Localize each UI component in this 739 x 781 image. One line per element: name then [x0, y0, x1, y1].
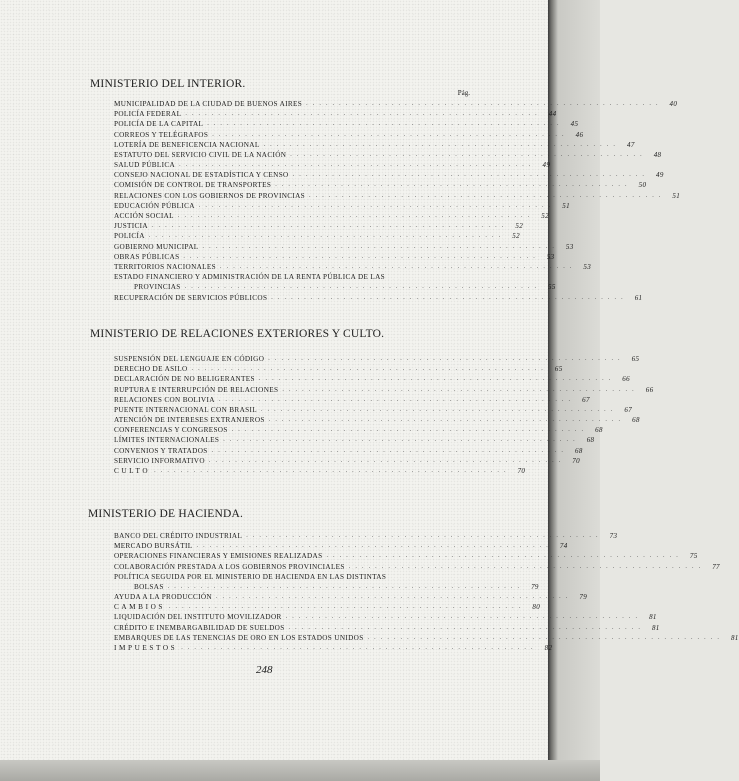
toc-entry: [114, 395, 590, 405]
toc-entry-title: SUSPENSIÓN DEL LENGUAJE EN CÓDIGO: [114, 354, 265, 363]
toc-entry-page: 75: [689, 552, 698, 561]
toc-entry-page: 52: [541, 212, 549, 221]
toc-entry-title: RECUPERACIÓN DE SERVICIOS PÚBLICOS: [114, 293, 268, 302]
toc-entry-page: 68: [575, 446, 583, 455]
toc-entry-page: 81: [651, 623, 660, 632]
toc-entry-title: COLABORACIÓN PRESTADA A LOS GOBIERNOS PROVINCIALES: [114, 562, 345, 571]
toc-entry-title: AYUDA A LA PRODUCCIÓN: [114, 593, 212, 602]
toc-entry-title: BOLSAS: [134, 582, 164, 591]
toc-entry-page: 48: [653, 150, 662, 159]
dot-leader: . . . . . . . . . . . . . . . . . . . . . . . . . . . . . . . . . . . . . . . . . . . . . . . . . . . . . .: [275, 182, 629, 189]
dot-leader: . . . . . . . . . . . . . . . . . . . . . . . . . . . . . . . . . . . . . . . . . . . . . . . . . . . . . .: [151, 223, 506, 230]
toc-entry: [114, 231, 520, 241]
dot-leader: . . . . . . . . . . . . . . . . . . . . . . . . . . . . . . . . . . . . . . . . . . . . . . . . . . . . . .: [168, 604, 523, 611]
toc-entry-title: RELACIONES CON LOS GOBIERNOS DE PROVINCIAS: [114, 191, 306, 200]
toc-entry: [114, 456, 580, 466]
toc-entry-title: RUPTURA E INTERRUPCIÓN DE RELACIONES: [114, 385, 279, 394]
toc-entry-title: JUSTICIA: [114, 222, 148, 231]
toc-entry: [114, 531, 618, 541]
section-heading-hacienda: MINISTERIO DE HACIENDA.: [88, 508, 244, 520]
toc-entry: [114, 130, 584, 140]
toc-entry-page: 73: [609, 531, 618, 540]
toc-entry: [114, 242, 574, 252]
toc-entry-title: IMPUESTOS: [114, 644, 178, 653]
dot-leader: . . . . . . . . . . . . . . . . . . . . . . . . . . . . . . . . . . . . . . . . . . . . . . . . . . . . . .: [220, 263, 574, 270]
toc-entry-title: CONVENIOS Y TRATADOS: [114, 446, 208, 455]
dot-leader: . . . . . . . . . . . . . . . . . . . . . . . . . . . . . . . . . . . . . . . . . . . . . . . . . . . . . .: [268, 355, 622, 362]
toc-entry-title: EMBARQUES DE LAS TENENCIAS DE ORO EN LOS ESTADOS UNIDOS: [114, 633, 364, 642]
toc-entry-title: BANCO DEL CRÉDITO INDUSTRIAL: [114, 531, 243, 540]
toc-entry-title: ESTADO FINANCIERO Y ADMINISTRACIÓN DE LA RENTA PÚBLICA DE LAS: [114, 273, 386, 282]
toc-entry: [114, 602, 541, 612]
dot-leader: . . . . . . . . . . . . . . . . . . . . . . . . . . . . . . . . . . . . . . . . . . . . . . . . . . . . . .: [177, 213, 531, 220]
toc-entry-page: 47: [626, 140, 635, 149]
toc-entry-title: CRÉDITO E INEMBARGABILIDAD DE SUELDOS: [114, 623, 285, 632]
section-heading-relaciones-exteriores: MINISTERIO DE RELACIONES EXTERIORES Y CULTO.: [90, 328, 385, 340]
dot-leader: . . . . . . . . . . . . . . . . . . . . . . . . . . . . . . . . . . . . . . . . . . . . . . . . . . . . . .: [231, 427, 585, 434]
toc-entry-page: 81: [730, 633, 739, 642]
toc-entry: [114, 446, 583, 456]
toc-entry-page: 66: [622, 375, 630, 384]
dot-leader: . . . . . . . . . . . . . . . . . . . . . . . . . . . . . . . . . . . . . . . . . . . . . . . . . . . . . .: [288, 624, 642, 631]
toc-entry-title: CONFERENCIAS Y CONGRESOS: [114, 426, 228, 435]
toc-entry: [114, 150, 662, 160]
toc-entry-page: 65: [554, 365, 563, 374]
toc-entry-page: 68: [595, 426, 603, 435]
dot-leader: . . . . . . . . . . . . . . . . . . . . . . . . . . . . . . . . . . . . . . . . . . . . . . . . . . . . . .: [167, 583, 521, 590]
toc-entry-page: 49: [542, 161, 551, 170]
toc-entry-title: POLICÍA DE LA CAPITAL: [114, 120, 204, 129]
dot-leader: . . . . . . . . . . . . . . . . . . . . . . . . . . . . . . . . . . . . . . . . . . . . . . . . . . . . . .: [309, 192, 663, 199]
toc-entry: [114, 562, 720, 572]
toc-entry: [114, 436, 595, 446]
toc-entry: [114, 252, 555, 262]
toc-entry-title: PUENTE INTERNACIONAL CON BRASIL: [114, 405, 257, 414]
toc-entry: [114, 405, 633, 415]
dot-leader: . . . . . . . . . . . . . . . . . . . . . . . . . . . . . . . . . . . . . . . . . . . . . . . . . . . . . .: [148, 233, 502, 240]
toc-entry-title: CULTO: [114, 467, 151, 476]
toc-entry: [114, 109, 557, 119]
toc-entry: [114, 181, 647, 191]
toc-entry: [114, 385, 654, 395]
dot-leader: . . . . . . . . . . . . . . . . . . . . . . . . . . . . . . . . . . . . . . . . . . . . . . . . . . . . . .: [191, 366, 545, 373]
toc-entry-page: 74: [559, 542, 568, 551]
toc-entry: [114, 425, 603, 435]
toc-entry-title: CAMBIOS: [114, 603, 165, 612]
toc-entry: [114, 374, 630, 384]
dot-leader: . . . . . . . . . . . . . . . . . . . . . . . . . . . . . . . . . . . . . . . . . . . . . . . . . . . . . .: [223, 437, 577, 444]
dot-leader: . . . . . . . . . . . . . . . . . . . . . . . . . . . . . . . . . . . . . . . . . . . . . . . . . . . . . .: [258, 376, 612, 383]
toc-entry-page: 65: [631, 354, 640, 363]
toc-entry: [114, 282, 556, 292]
dot-leader: . . . . . . . . . . . . . . . . . . . . . . . . . . . . . . . . . . . . . . . . . . . . . . . . . . . . . .: [208, 457, 562, 464]
dot-leader: . . . . . . . . . . . . . . . . . . . . . . . . . . . . . . . . . . . . . . . . . . . . . . . . . . . . . .: [290, 151, 644, 158]
toc-entry-title: COMISIÓN DE CONTROL DE TRANSPORTES: [114, 181, 272, 190]
toc-entry: [114, 551, 698, 561]
toc-entry: [114, 140, 635, 150]
toc-entry-page: 49: [656, 171, 664, 180]
toc-entry-page: 50: [638, 181, 647, 190]
toc-entry-title: CORREOS Y TELÉGRAFOS: [114, 130, 209, 139]
dot-leader: . . . . . . . . . . . . . . . . . . . . . . . . . . . . . . . . . . . . . . . . . . . . . . . . . . . . . .: [218, 396, 572, 403]
dot-leader: . . . . . . . . . . . . . . . . . . . . . . . . . . . . . . . . . . . . . . . . . . . . . . . . . . . . . .: [207, 121, 561, 128]
page-number: 248: [256, 664, 273, 676]
toc-entry: [114, 633, 739, 643]
toc-entry: [114, 541, 568, 551]
toc-entry: [114, 272, 470, 282]
toc-entry-page: 46: [575, 130, 584, 139]
toc-list-relaciones-exteriores: [114, 354, 654, 476]
toc-entry: [114, 201, 570, 211]
toc-entry-page: 53: [565, 242, 574, 251]
toc-entry-page: 53: [583, 262, 592, 271]
dot-leader: . . . . . . . . . . . . . . . . . . . . . . . . . . . . . . . . . . . . . . . . . . . . . . . . . . . . . .: [212, 131, 566, 138]
toc-entry: [114, 572, 470, 582]
toc-entry-title: RELACIONES CON BOLIVIA: [114, 395, 215, 404]
toc-entry: [114, 262, 592, 272]
toc-entry: [114, 613, 657, 623]
toc-entry-page: 40: [669, 99, 678, 108]
toc-entry-page: 44: [548, 110, 557, 119]
toc-entry-title: ESTATUTO DEL SERVICIO CIVIL DE LA NACIÓN: [114, 150, 287, 159]
toc-entry-page: 52: [512, 232, 520, 241]
toc-entry-title: POLÍTICA SEGUIDA POR EL MINISTERIO DE HACIENDA EN LAS DISTINTAS: [114, 572, 387, 581]
toc-entry-page: 51: [562, 201, 570, 210]
toc-entry-page: 81: [649, 613, 657, 622]
dot-leader: . . . . . . . . . . . . . . . . . . . . . . . . . . . . . . . . . . . . . . . . . . . . . . . . . . . . . .: [198, 202, 552, 209]
toc-entry-page: 53: [546, 252, 555, 261]
dot-leader: . . . . . . . . . . . . . . . . . . . . . . . . . . . . . . . . . . . . . . . . . . . . . . . . . . . . . .: [179, 162, 533, 169]
toc-entry: [114, 592, 588, 602]
toc-entry-title: DECLARACIÓN DE NO BELIGERANTES: [114, 375, 255, 384]
toc-entry-title: SERVICIO INFORMATIVO: [114, 456, 205, 465]
toc-entry-page: 51: [672, 191, 681, 200]
toc-entry-page: 67: [624, 405, 633, 414]
toc-entry: [114, 415, 640, 425]
toc-entry-title: MERCADO BURSÁTIL: [114, 542, 193, 551]
toc-entry-page: 68: [586, 436, 595, 445]
dot-leader: . . . . . . . . . . . . . . . . . . . . . . . . . . . . . . . . . . . . . . . . . . . . . . . . . . . . . .: [185, 111, 539, 118]
page-column-label: Pág.: [457, 89, 470, 97]
toc-entry-title: GOBIERNO MUNICIPAL: [114, 242, 199, 251]
toc-entry-page: 82: [544, 644, 553, 653]
toc-entry: [114, 354, 640, 364]
dot-leader: . . . . . . . . . . . . . . . . . . . . . . . . . . . . . . . . . . . . . . . . . . . . . . . . . . . . . .: [154, 468, 508, 475]
toc-entry-title: POLICÍA FEDERAL: [114, 110, 182, 119]
toc-entry-title: TERRITORIOS NACIONALES: [114, 262, 217, 271]
toc-entry-title: CONSEJO NACIONAL DE ESTADÍSTICA Y CENSO: [114, 171, 289, 180]
dot-leader: . . . . . . . . . . . . . . . . . . . . . . . . . . . . . . . . . . . . . . . . . . . . . . . . . . . . . .: [181, 645, 535, 652]
toc-entry-title: MUNICIPALIDAD DE LA CIUDAD DE BUENOS AIRES: [114, 99, 303, 108]
toc-entry-page: 52: [515, 222, 524, 231]
toc-entry: [114, 364, 563, 374]
toc-entry: [114, 119, 579, 129]
dot-leader: . . . . . . . . . . . . . . . . . . . . . . . . . . . . . . . . . . . . . . . . . . . . . . . . . . . . . .: [246, 532, 600, 539]
scan-bottom-edge: [0, 760, 600, 781]
toc-entry-page: 70: [517, 467, 526, 476]
toc-entry-page: 67: [582, 395, 590, 404]
toc-entry-title: DERECHO DE ASILO: [114, 365, 188, 374]
toc-entry-page: 68: [632, 416, 640, 425]
toc-entry-title: PROVINCIAS: [134, 283, 181, 292]
toc-entry-page: 80: [532, 603, 541, 612]
toc-entry-page: 70: [572, 456, 580, 465]
dot-leader: . . . . . . . . . . . . . . . . . . . . . . . . . . . . . . . . . . . . . . . . . . . . . . . . . . . . . .: [211, 447, 565, 454]
dot-leader: . . . . . . . . . . . . . . . . . . . . . . . . . . . . . . . . . . . . . . . . . . . . . . . . . . . . . .: [196, 543, 550, 550]
dot-leader: . . . . . . . . . . . . . . . . . . . . . . . . . . . . . . . . . . . . . . . . . . . . . . . . . . . . . .: [367, 634, 721, 641]
dot-leader: . . . . . . . . . . . . . . . . . . . . . . . . . . . . . . . . . . . . . . . . . . . . . . . . . . . . . .: [292, 172, 646, 179]
toc-entry: [114, 582, 539, 592]
dot-leader: . . . . . . . . . . . . . . . . . . . . . . . . . . . . . . . . . . . . . . . . . . . . . . . . . . . . . .: [263, 141, 617, 148]
toc-list-hacienda: [114, 531, 739, 653]
dot-leader: . . . . . . . . . . . . . . . . . . . . . . . . . . . . . . . . . . . . . . . . . . . . . . . . . . . . . .: [271, 294, 625, 301]
toc-entry-title: ATENCIÓN DE INTERESES EXTRANJEROS: [114, 416, 265, 425]
toc-entry: [114, 623, 660, 633]
dot-leader: . . . . . . . . . . . . . . . . . . . . . . . . . . . . . . . . . . . . . . . . . . . . . . . . . . . . . .: [326, 553, 680, 560]
dot-leader: . . . . . . . . . . . . . . . . . . . . . . . . . . . . . . . . . . . . . . . . . . . . . . . . . . . . . .: [348, 563, 702, 570]
toc-entry-page: 79: [531, 582, 539, 591]
dot-leader: . . . . . . . . . . . . . . . . . . . . . . . . . . . . . . . . . . . . . . . . . . . . . . . . . . . . . .: [282, 386, 636, 393]
toc-entry: [114, 191, 681, 201]
toc-entry: [114, 466, 526, 476]
dot-leader: . . . . . . . . . . . . . . . . . . . . . . . . . . . . . . . . . . . . . . . . . . . . . . . . . . . . . .: [285, 614, 639, 621]
toc-entry-page: 61: [634, 293, 643, 302]
toc-entry-title: OBRAS PÚBLICAS: [114, 252, 180, 261]
dot-leader: . . . . . . . . . . . . . . . . . . . . . . . . . . . . . . . . . . . . . . . . . . . . . . . . . . . . . .: [306, 100, 660, 107]
toc-entry: [114, 293, 643, 303]
toc-entry: [114, 99, 678, 109]
dot-leader: . . . . . . . . . . . . . . . . . . . . . . . . . . . . . . . . . . . . . . . . . . . . . . . . . . . . . .: [184, 284, 538, 291]
toc-entry-title: LÍMITES INTERNACIONALES: [114, 436, 220, 445]
toc-entry: [114, 643, 553, 653]
toc-entry-title: EDUCACIÓN PÚBLICA: [114, 201, 195, 210]
toc-entry: [114, 170, 664, 180]
toc-entry-title: LIQUIDACIÓN DEL INSTITUTO MOVILIZADOR: [114, 613, 282, 622]
dot-leader: . . . . . . . . . . . . . . . . . . . . . . . . . . . . . . . . . . . . . . . . . . . . . . . . . . . . . .: [260, 406, 615, 413]
toc-entry: [114, 221, 524, 231]
toc-entry-page: 77: [712, 562, 720, 571]
toc-entry: [114, 160, 551, 170]
toc-entry-page: 45: [570, 120, 579, 129]
toc-entry-title: POLICÍA: [114, 232, 145, 241]
toc-entry-page: 79: [579, 593, 588, 602]
dot-leader: . . . . . . . . . . . . . . . . . . . . . . . . . . . . . . . . . . . . . . . . . . . . . . . . . . . . . .: [183, 253, 537, 260]
toc-entry: [114, 211, 549, 221]
toc-entry-title: LOTERÍA DE BENEFICENCIA NACIONAL: [114, 140, 260, 149]
toc-entry-title: OPERACIONES FINANCIERAS Y EMISIONES REALIZADAS: [114, 552, 323, 561]
dot-leader: . . . . . . . . . . . . . . . . . . . . . . . . . . . . . . . . . . . . . . . . . . . . . . . . . . . . . .: [202, 243, 556, 250]
section-heading-interior: MINISTERIO DEL INTERIOR.: [90, 78, 246, 90]
toc-list-interior: [114, 99, 681, 303]
dot-leader: . . . . . . . . . . . . . . . . . . . . . . . . . . . . . . . . . . . . . . . . . . . . . . . . . . . . . .: [215, 594, 570, 601]
dot-leader: . . . . . . . . . . . . . . . . . . . . . . . . . . . . . . . . . . . . . . . . . . . . . . . . . . . . . .: [268, 417, 622, 424]
toc-entry-title: SALUD PÚBLICA: [114, 161, 176, 170]
toc-entry-title: ACCIÓN SOCIAL: [114, 212, 174, 221]
toc-entry-page: 55: [548, 283, 556, 292]
toc-entry-page: 66: [645, 385, 654, 394]
